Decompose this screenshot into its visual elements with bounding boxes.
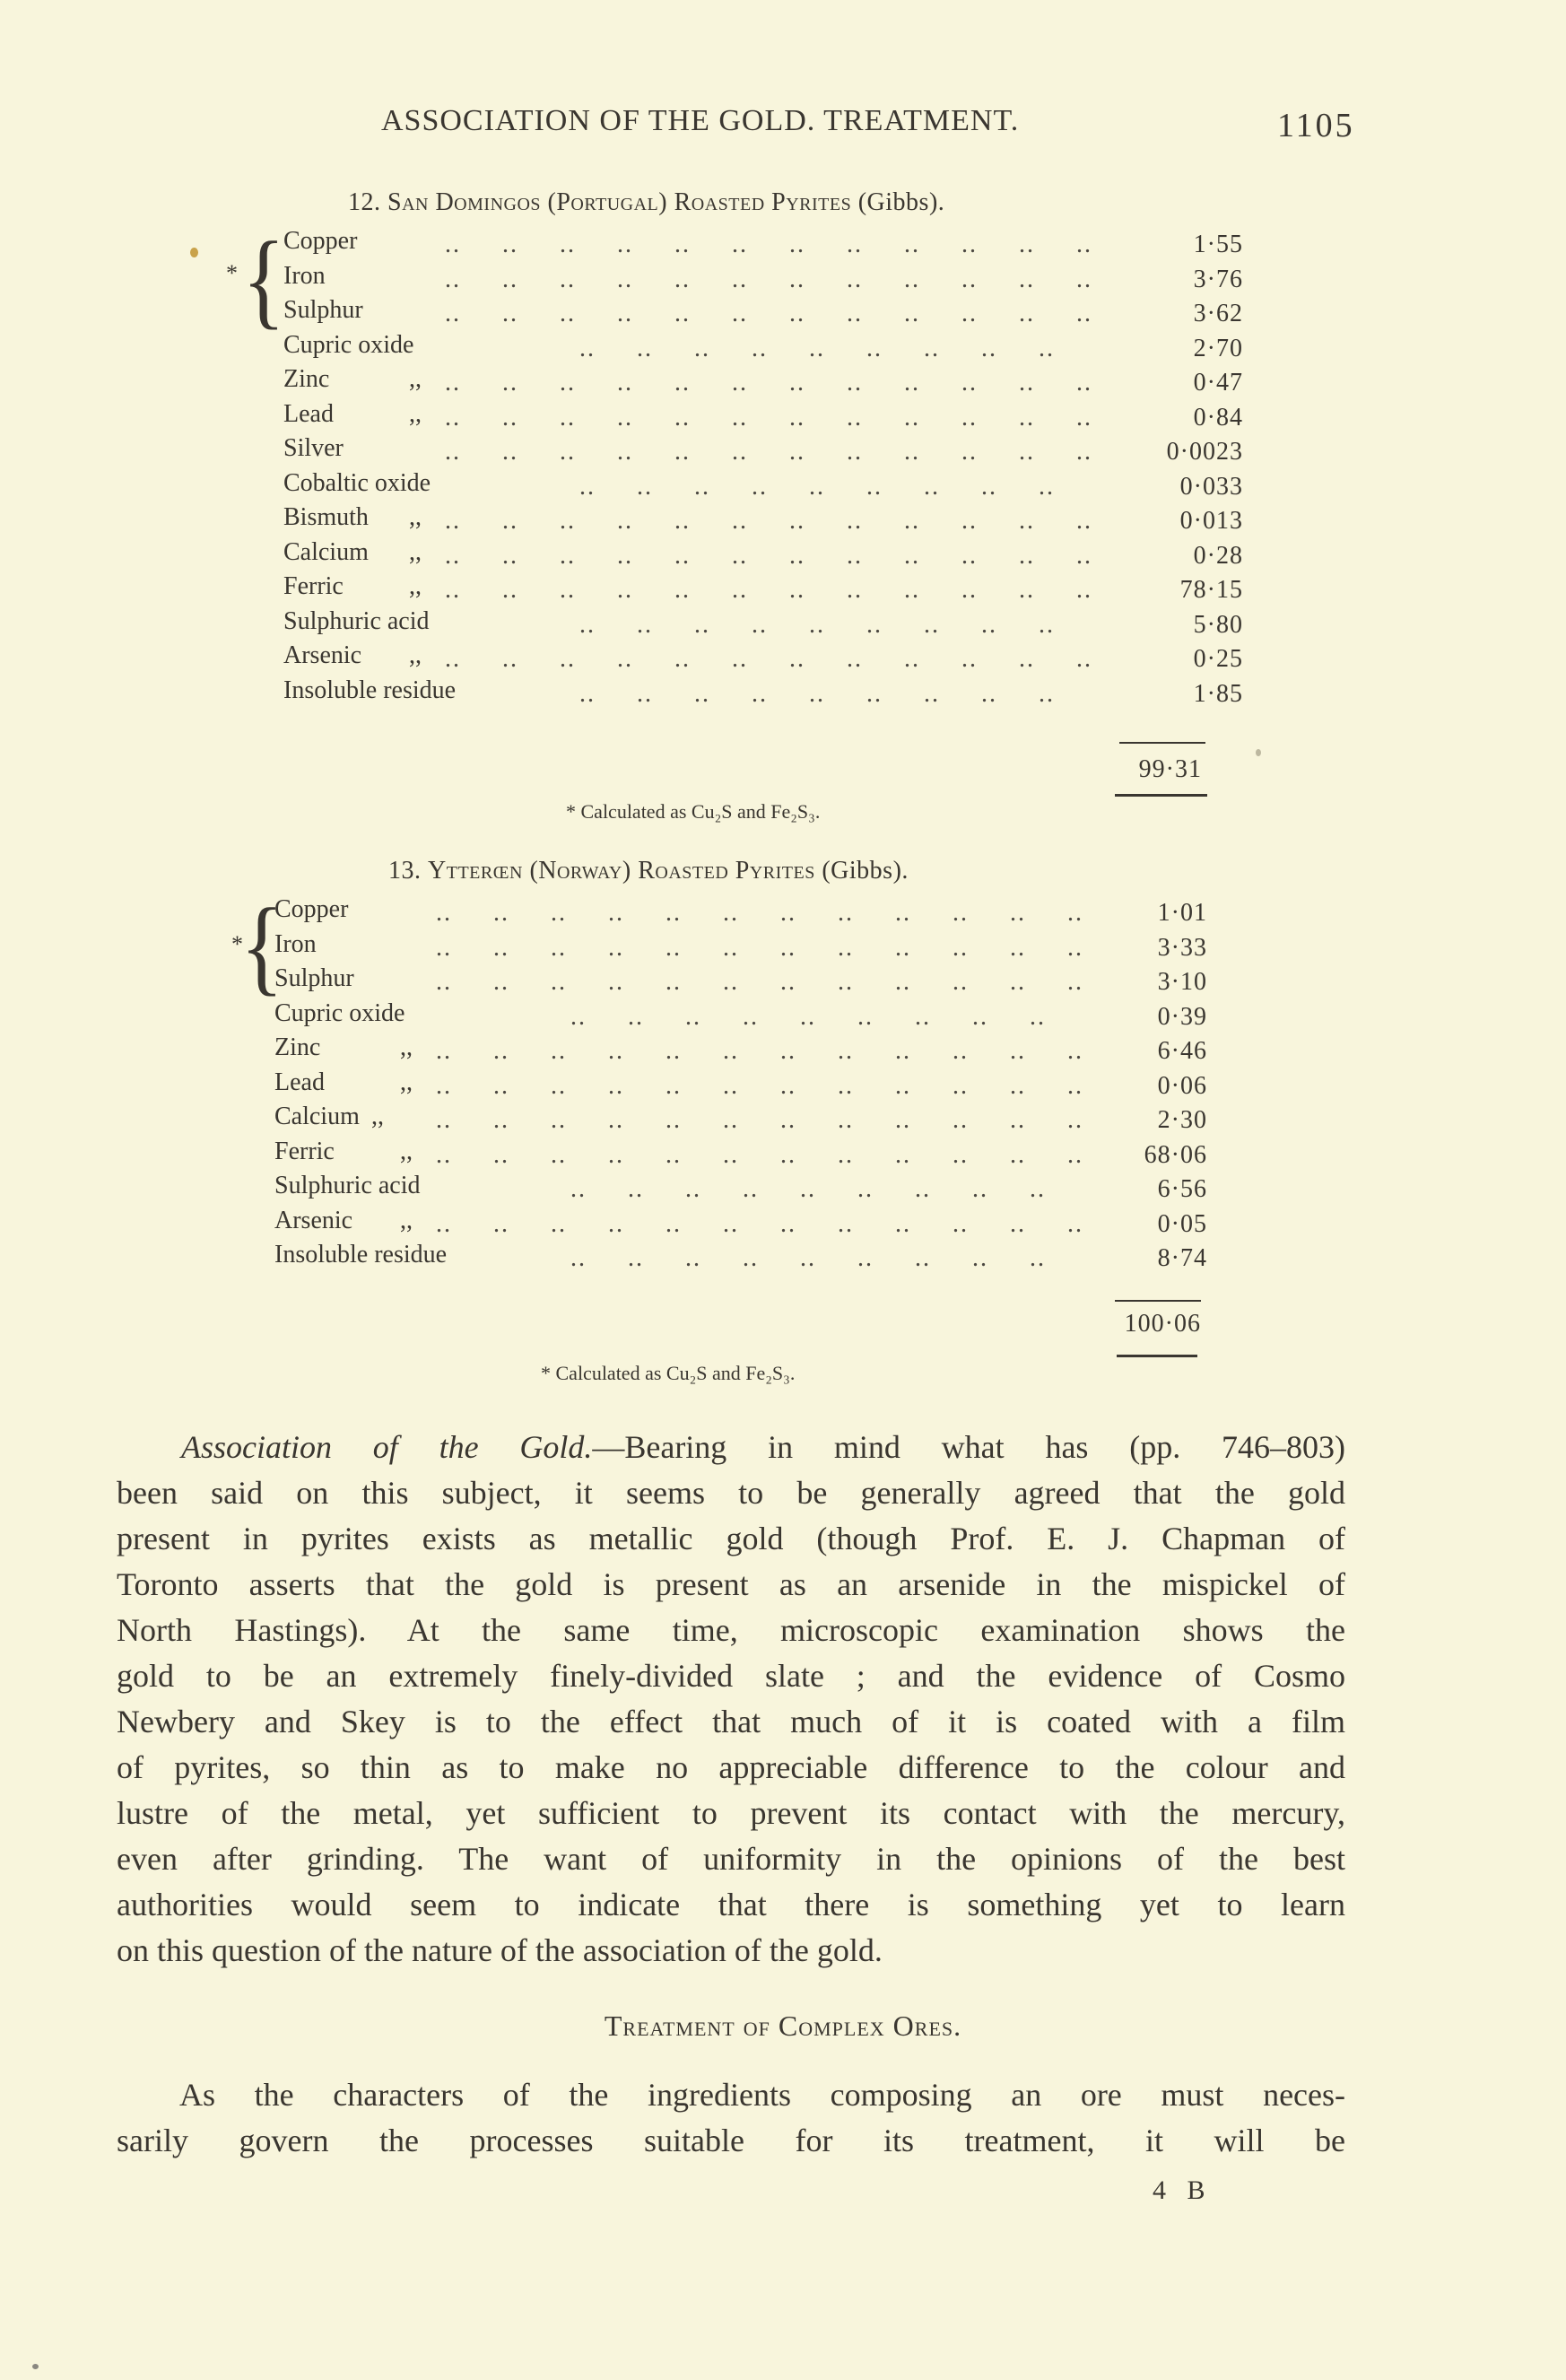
row-label: Calcium <box>283 537 369 566</box>
leader-dots: .. .. .. .. .. .. .. .. .. <box>570 1244 1046 1272</box>
row-label: Zinc <box>283 365 330 393</box>
signature-mark: 4 B <box>1153 2175 1213 2205</box>
row-label: Sulphuric acid <box>283 606 430 635</box>
paragraph-line: on this question of the nature of the association of the gold. <box>117 1932 883 1968</box>
table-12-footnote: * Calculated as Cu₂S and Fe₂S₃. <box>566 800 821 823</box>
sum-rule <box>1115 1300 1201 1302</box>
ditto-mark: ,, <box>409 365 422 393</box>
table-caption: Ytterœn (Norway) Roasted Pyrites <box>428 857 815 885</box>
table-row <box>283 641 1270 676</box>
table-row <box>283 607 1270 641</box>
row-value: 0·39 <box>1157 1002 1207 1031</box>
paragraph-line: Toronto asserts that the gold is present as an arsenide in the mispickel of <box>117 1566 1345 1602</box>
table-row <box>274 930 1261 964</box>
leader-dots: .. .. .. .. .. .. .. .. .. .. .. .. <box>445 265 1092 293</box>
row-label: Arsenic <box>283 641 362 669</box>
ditto-mark: ,, <box>400 1068 413 1096</box>
left-brace-icon: { <box>240 885 283 1006</box>
leader-dots: .. .. .. .. .. .. .. .. .. .. .. .. <box>445 645 1092 673</box>
row-label: Sulphur <box>283 296 363 324</box>
row-value: 2·70 <box>1193 334 1243 362</box>
table-row <box>283 469 1270 503</box>
table-row <box>283 365 1270 399</box>
row-label: Calcium <box>274 1103 360 1130</box>
table-row <box>274 1033 1261 1068</box>
leader-dots: .. .. .. .. .. .. .. .. .. .. .. .. <box>436 1106 1083 1134</box>
left-brace-icon: { <box>242 219 285 339</box>
leader-dots: .. .. .. .. .. .. .. .. .. .. .. .. <box>436 899 1083 927</box>
table-row <box>283 676 1270 711</box>
leader-dots: .. .. .. .. .. .. .. .. .. .. .. .. <box>436 1071 1083 1100</box>
row-label: Insoluble residue <box>274 1241 448 1268</box>
row-value: 5·80 <box>1193 610 1243 639</box>
table-number: 13. <box>388 857 422 885</box>
row-value: 0·06 <box>1157 1071 1207 1100</box>
row-value: 1·85 <box>1193 679 1243 708</box>
row-value: 3·76 <box>1193 265 1243 293</box>
table-row <box>274 1103 1261 1137</box>
row-label: Cobaltic oxide <box>283 468 431 497</box>
sum-rule <box>1119 742 1205 744</box>
paper-speck <box>190 248 198 257</box>
leader-dots: .. .. .. .. .. .. .. .. .. .. .. .. <box>445 438 1092 466</box>
leader-dots: .. .. .. .. .. .. .. .. .. .. .. .. <box>436 1037 1083 1065</box>
paragraph-line: Newbery and Skey is to the effect that much of it is coated with a film <box>117 1704 1345 1739</box>
row-value: 0·05 <box>1157 1209 1207 1238</box>
paragraph-line: even after grinding. The want of uniformity in the opinions of the best <box>117 1841 1345 1877</box>
leader-dots: .. .. .. .. .. .. .. .. .. .. .. .. <box>445 403 1092 432</box>
row-label: Ferric <box>283 572 344 600</box>
row-value: 3·62 <box>1193 300 1243 327</box>
table-12-title <box>348 188 944 217</box>
table-13-footnote: * Calculated as Cu₂S and Fe₂S₃. <box>541 1362 796 1384</box>
row-value: 6·56 <box>1157 1175 1207 1203</box>
row-label: Arsenic <box>274 1206 353 1234</box>
row-label: Ferric <box>274 1137 335 1165</box>
leader-dots: .. .. .. .. .. .. .. .. .. .. .. .. <box>445 541 1092 570</box>
leader-dots: .. .. .. .. .. .. .. .. .. <box>579 610 1055 639</box>
table-source: (Gibbs). <box>857 188 945 216</box>
paragraph-line: gold to be an extremely finely-divided slate ; and the evidence of Cosmo <box>117 1658 1345 1694</box>
leader-dots: .. .. .. .. .. .. .. .. .. .. .. .. <box>445 231 1092 258</box>
table-row <box>283 572 1270 606</box>
ditto-mark: ,, <box>409 399 422 428</box>
ditto-mark: ,, <box>400 1033 413 1061</box>
row-value: 6·46 <box>1157 1037 1207 1065</box>
table-caption: San Domingos (Portugal) Roasted Pyrites <box>387 188 852 216</box>
bracket-asterisk: * <box>226 260 238 286</box>
table-row <box>283 262 1270 296</box>
ditto-mark: ,, <box>409 537 422 566</box>
table-row <box>274 1138 1261 1172</box>
table-13-title <box>388 857 909 885</box>
table-source: (Gibbs). <box>822 857 909 885</box>
row-label: Copper <box>274 895 349 923</box>
paragraph-line: As the characters of the ingredients composing an ore must neces- <box>179 2077 1345 2113</box>
paragraph-line: authorities would seem to indicate that there is something yet to learn <box>117 1887 1345 1922</box>
leader-dots: .. .. .. .. .. .. .. .. .. <box>579 334 1055 362</box>
table-row <box>274 1068 1261 1103</box>
row-value: 0·28 <box>1193 541 1243 570</box>
page-number: 1105 <box>1277 107 1355 144</box>
row-value: 0·84 <box>1193 403 1243 432</box>
row-value: 0·0023 <box>1166 438 1243 466</box>
paragraph-line: North Hastings). At the same time, microscopic examination shows the <box>117 1612 1345 1648</box>
table-row <box>283 538 1270 572</box>
paragraph-line: of pyrites, so thin as to make no appreciable difference to the colour and <box>117 1749 1345 1785</box>
row-label: Lead <box>274 1068 325 1096</box>
paragraph-line: sarily govern the processes suitable for its treatment, it will be <box>117 2123 1345 2158</box>
row-label: Silver <box>283 434 344 462</box>
paragraph-line: been said on this subject, it seems to be generally agreed that the gold <box>117 1475 1345 1511</box>
ditto-mark: ,, <box>400 1206 413 1234</box>
ditto-mark: ,, <box>371 1103 384 1130</box>
row-label: Iron <box>283 261 326 290</box>
row-value: 78·15 <box>1179 576 1243 604</box>
leader-dots: .. .. .. .. .. .. .. .. .. <box>570 1002 1046 1031</box>
table-row <box>283 434 1270 468</box>
section-heading: Treatment of Complex Ores. <box>604 2009 962 2042</box>
table-row <box>274 964 1261 998</box>
row-value: 0·47 <box>1193 369 1243 397</box>
paragraph-line: present in pyrites exists as metallic gold (though Prof. E. J. Chapman of <box>117 1521 1345 1556</box>
row-value: 8·74 <box>1157 1244 1207 1272</box>
row-label: Copper <box>283 227 358 255</box>
row-value: 0·25 <box>1193 645 1243 673</box>
leader-dots: .. .. .. .. .. .. .. .. .. .. .. .. <box>445 300 1092 327</box>
total-rule <box>1115 794 1207 797</box>
running-title: ASSOCIATION OF THE GOLD. TREATMENT. <box>381 104 1020 137</box>
table-row <box>274 999 1261 1033</box>
leader-dots: .. .. .. .. .. .. .. .. .. .. .. .. <box>445 369 1092 397</box>
row-value: 0·013 <box>1179 507 1243 535</box>
ditto-mark: ,, <box>400 1137 413 1165</box>
treatment-paragraph <box>117 2072 1345 2164</box>
leader-dots: .. .. .. .. .. .. .. .. .. .. .. .. <box>436 1140 1083 1169</box>
leader-dots: .. .. .. .. .. .. .. .. .. .. .. .. <box>445 507 1092 535</box>
table-row <box>274 1172 1261 1206</box>
table-row <box>274 1207 1261 1241</box>
paper-speck <box>1256 749 1261 756</box>
table-row <box>283 331 1270 365</box>
ditto-mark: ,, <box>409 641 422 669</box>
table-row <box>283 503 1270 537</box>
row-value: 1·01 <box>1157 899 1207 927</box>
row-label: Sulphuric acid <box>274 1172 421 1199</box>
paper-speck <box>32 2364 39 2369</box>
paragraph-line: Association of the Gold.—Bearing in mind what has (pp. 746–803) <box>181 1429 1345 1465</box>
row-value: 1·55 <box>1193 231 1243 258</box>
leader-dots: .. .. .. .. .. .. .. .. .. .. .. .. <box>445 576 1092 604</box>
table-row <box>274 895 1261 929</box>
table-row <box>274 1241 1261 1275</box>
row-label: Iron <box>274 929 317 958</box>
leader-dots: .. .. .. .. .. .. .. .. .. .. .. .. <box>436 1209 1083 1238</box>
row-value: 0·033 <box>1179 472 1243 501</box>
bracket-asterisk: * <box>231 931 243 957</box>
leader-dots: .. .. .. .. .. .. .. .. .. <box>579 679 1055 708</box>
table-row <box>283 227 1270 261</box>
leader-dots: .. .. .. .. .. .. .. .. .. .. .. .. <box>436 968 1083 996</box>
paragraph-line: lustre of the metal, yet sufficient to prevent its contact with the mercury, <box>117 1795 1345 1831</box>
leader-dots: .. .. .. .. .. .. .. .. .. .. .. .. <box>436 933 1083 962</box>
row-label: Cupric oxide <box>274 998 405 1027</box>
table-number: 12. <box>348 188 381 216</box>
row-label: Sulphur <box>274 964 354 992</box>
row-label: Zinc <box>274 1033 321 1061</box>
table-row <box>283 296 1270 330</box>
run-in-heading: Association of the Gold. <box>181 1429 593 1465</box>
leader-dots: .. .. .. .. .. .. .. .. .. <box>579 472 1055 501</box>
row-value: 68·06 <box>1144 1140 1207 1169</box>
row-value: 3·10 <box>1157 968 1207 996</box>
ditto-mark: ,, <box>409 503 422 531</box>
row-label: Cupric oxide <box>283 330 414 359</box>
leader-dots: .. .. .. .. .. .. .. .. .. <box>570 1175 1046 1203</box>
row-label: Lead <box>283 399 334 428</box>
total-rule <box>1117 1355 1197 1357</box>
table-row <box>283 400 1270 434</box>
row-label: Insoluble residue <box>283 676 457 704</box>
association-paragraph <box>117 1425 1345 1974</box>
row-value: 2·30 <box>1157 1106 1207 1134</box>
table-13-total: 100·06 <box>1124 1310 1201 1338</box>
row-label: Bismuth <box>283 503 369 531</box>
ditto-mark: ,, <box>409 572 422 600</box>
table-12-total: 99·31 <box>1138 755 1202 783</box>
row-value: 3·33 <box>1157 933 1207 962</box>
